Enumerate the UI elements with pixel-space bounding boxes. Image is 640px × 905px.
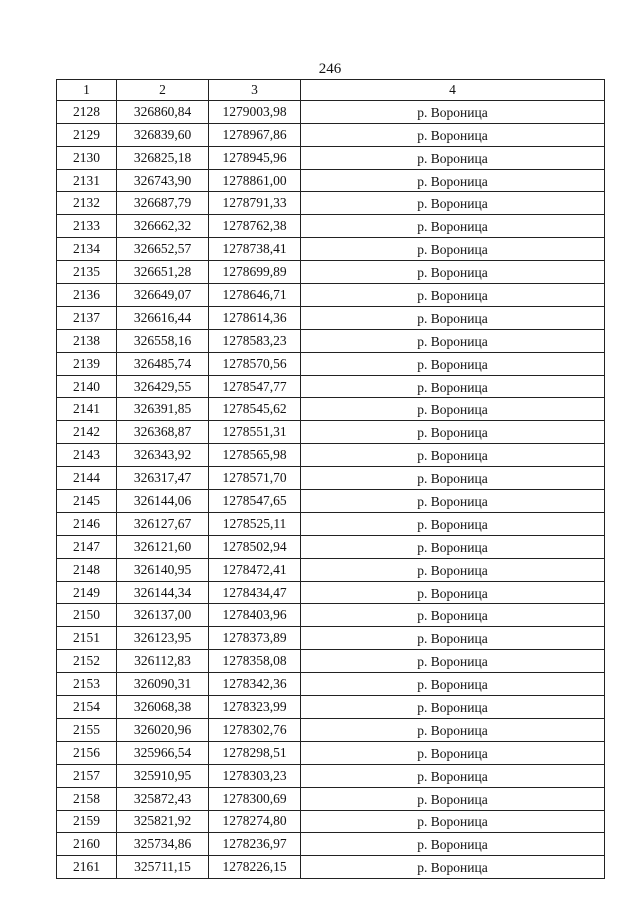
y-coordinate-cell: 1278525,11 — [209, 512, 301, 535]
location-cell: р. Вороница — [301, 215, 605, 238]
x-coordinate-cell: 326121,60 — [117, 535, 209, 558]
y-coordinate-cell: 1278570,56 — [209, 352, 301, 375]
point-number-cell: 2138 — [57, 329, 117, 352]
point-number-cell: 2147 — [57, 535, 117, 558]
x-coordinate-cell: 326144,06 — [117, 490, 209, 513]
table-row — [57, 284, 605, 307]
y-coordinate-cell: 1278358,08 — [209, 650, 301, 673]
table-row — [57, 169, 605, 192]
y-coordinate-cell: 1278342,36 — [209, 673, 301, 696]
point-number-cell: 2141 — [57, 398, 117, 421]
y-coordinate-cell: 1278373,89 — [209, 627, 301, 650]
y-coordinate-cell: 1278545,62 — [209, 398, 301, 421]
table-row — [57, 146, 605, 169]
location-cell: р. Вороница — [301, 810, 605, 833]
location-cell: р. Вороница — [301, 604, 605, 627]
header-row — [57, 80, 605, 101]
x-coordinate-cell: 325711,15 — [117, 856, 209, 879]
x-coordinate-cell: 325821,92 — [117, 810, 209, 833]
table-row — [57, 306, 605, 329]
x-coordinate-cell: 326090,31 — [117, 673, 209, 696]
x-coordinate-cell: 326123,95 — [117, 627, 209, 650]
location-cell: р. Вороница — [301, 329, 605, 352]
x-coordinate-cell: 326429,55 — [117, 375, 209, 398]
table-row — [57, 398, 605, 421]
y-coordinate-cell: 1278762,38 — [209, 215, 301, 238]
x-coordinate-cell: 326368,87 — [117, 421, 209, 444]
table-body — [57, 100, 605, 878]
point-number-cell: 2133 — [57, 215, 117, 238]
column-header-4: 4 — [301, 80, 605, 101]
y-coordinate-cell: 1278547,77 — [209, 375, 301, 398]
x-coordinate-cell: 326860,84 — [117, 100, 209, 123]
x-coordinate-cell: 326651,28 — [117, 261, 209, 284]
table-row — [57, 352, 605, 375]
location-cell: р. Вороница — [301, 467, 605, 490]
y-coordinate-cell: 1278699,89 — [209, 261, 301, 284]
point-number-cell: 2150 — [57, 604, 117, 627]
table-row — [57, 100, 605, 123]
y-coordinate-cell: 1278614,36 — [209, 306, 301, 329]
y-coordinate-cell: 1278472,41 — [209, 558, 301, 581]
table-row — [57, 192, 605, 215]
table-row — [57, 238, 605, 261]
x-coordinate-cell: 326020,96 — [117, 718, 209, 741]
point-number-cell: 2155 — [57, 718, 117, 741]
table-row — [57, 375, 605, 398]
point-number-cell: 2128 — [57, 100, 117, 123]
table-row — [57, 856, 605, 879]
point-number-cell: 2158 — [57, 787, 117, 810]
table-row — [57, 810, 605, 833]
location-cell: р. Вороница — [301, 718, 605, 741]
x-coordinate-cell: 326652,57 — [117, 238, 209, 261]
x-coordinate-cell: 326662,32 — [117, 215, 209, 238]
location-cell: р. Вороница — [301, 146, 605, 169]
point-number-cell: 2161 — [57, 856, 117, 879]
x-coordinate-cell: 326743,90 — [117, 169, 209, 192]
page-number: 246 — [318, 61, 342, 77]
y-coordinate-cell: 1278502,94 — [209, 535, 301, 558]
x-coordinate-cell: 326825,18 — [117, 146, 209, 169]
y-coordinate-cell: 1278298,51 — [209, 741, 301, 764]
x-coordinate-cell: 326137,00 — [117, 604, 209, 627]
y-coordinate-cell: 1278571,70 — [209, 467, 301, 490]
table-row — [57, 261, 605, 284]
table-row — [57, 673, 605, 696]
y-coordinate-cell: 1278323,99 — [209, 696, 301, 719]
table-row — [57, 123, 605, 146]
table-row — [57, 535, 605, 558]
location-cell: р. Вороница — [301, 696, 605, 719]
column-header-3: 3 — [209, 80, 301, 101]
y-coordinate-cell: 1278403,96 — [209, 604, 301, 627]
x-coordinate-cell: 326391,85 — [117, 398, 209, 421]
point-number-cell: 2146 — [57, 512, 117, 535]
x-coordinate-cell: 326317,47 — [117, 467, 209, 490]
coordinates-table — [56, 79, 605, 879]
y-coordinate-cell: 1278646,71 — [209, 284, 301, 307]
y-coordinate-cell: 1278274,80 — [209, 810, 301, 833]
x-coordinate-cell: 326839,60 — [117, 123, 209, 146]
x-coordinate-cell: 326068,38 — [117, 696, 209, 719]
point-number-cell: 2137 — [57, 306, 117, 329]
location-cell: р. Вороница — [301, 375, 605, 398]
table-row — [57, 650, 605, 673]
x-coordinate-cell: 325734,86 — [117, 833, 209, 856]
table-row — [57, 558, 605, 581]
table-row — [57, 512, 605, 535]
table-row — [57, 787, 605, 810]
y-coordinate-cell: 1278565,98 — [209, 444, 301, 467]
x-coordinate-cell: 326112,83 — [117, 650, 209, 673]
x-coordinate-cell: 325910,95 — [117, 764, 209, 787]
point-number-cell: 2135 — [57, 261, 117, 284]
point-number-cell: 2136 — [57, 284, 117, 307]
point-number-cell: 2157 — [57, 764, 117, 787]
location-cell: р. Вороница — [301, 261, 605, 284]
x-coordinate-cell: 325872,43 — [117, 787, 209, 810]
point-number-cell: 2145 — [57, 490, 117, 513]
y-coordinate-cell: 1278861,00 — [209, 169, 301, 192]
point-number-cell: 2142 — [57, 421, 117, 444]
location-cell: р. Вороница — [301, 764, 605, 787]
x-coordinate-cell: 326687,79 — [117, 192, 209, 215]
location-cell: р. Вороница — [301, 856, 605, 879]
point-number-cell: 2139 — [57, 352, 117, 375]
location-cell: р. Вороница — [301, 192, 605, 215]
table-row — [57, 833, 605, 856]
x-coordinate-cell: 326144,34 — [117, 581, 209, 604]
table-row — [57, 604, 605, 627]
point-number-cell: 2148 — [57, 558, 117, 581]
table-row — [57, 581, 605, 604]
point-number-cell: 2143 — [57, 444, 117, 467]
location-cell: р. Вороница — [301, 512, 605, 535]
x-coordinate-cell: 325966,54 — [117, 741, 209, 764]
location-cell: р. Вороница — [301, 284, 605, 307]
location-cell: р. Вороница — [301, 238, 605, 261]
location-cell: р. Вороница — [301, 581, 605, 604]
location-cell: р. Вороница — [301, 169, 605, 192]
location-cell: р. Вороница — [301, 673, 605, 696]
point-number-cell: 2156 — [57, 741, 117, 764]
location-cell: р. Вороница — [301, 535, 605, 558]
y-coordinate-cell: 1278583,23 — [209, 329, 301, 352]
point-number-cell: 2130 — [57, 146, 117, 169]
y-coordinate-cell: 1279003,98 — [209, 100, 301, 123]
y-coordinate-cell: 1278300,69 — [209, 787, 301, 810]
table-row — [57, 421, 605, 444]
y-coordinate-cell: 1278551,31 — [209, 421, 301, 444]
x-coordinate-cell: 326558,16 — [117, 329, 209, 352]
table-row — [57, 329, 605, 352]
location-cell: р. Вороница — [301, 421, 605, 444]
x-coordinate-cell: 326140,95 — [117, 558, 209, 581]
point-number-cell: 2151 — [57, 627, 117, 650]
y-coordinate-cell: 1278303,23 — [209, 764, 301, 787]
y-coordinate-cell: 1278791,33 — [209, 192, 301, 215]
table-row — [57, 696, 605, 719]
point-number-cell: 2129 — [57, 123, 117, 146]
location-cell: р. Вороница — [301, 398, 605, 421]
table-row — [57, 718, 605, 741]
y-coordinate-cell: 1278967,86 — [209, 123, 301, 146]
table-row — [57, 741, 605, 764]
table-row — [57, 215, 605, 238]
x-coordinate-cell: 326616,44 — [117, 306, 209, 329]
table-row — [57, 627, 605, 650]
y-coordinate-cell: 1278547,65 — [209, 490, 301, 513]
location-cell: р. Вороница — [301, 490, 605, 513]
point-number-cell: 2144 — [57, 467, 117, 490]
location-cell: р. Вороница — [301, 100, 605, 123]
point-number-cell: 2132 — [57, 192, 117, 215]
x-coordinate-cell: 326343,92 — [117, 444, 209, 467]
y-coordinate-cell: 1278945,96 — [209, 146, 301, 169]
location-cell: р. Вороница — [301, 650, 605, 673]
table-row — [57, 444, 605, 467]
y-coordinate-cell: 1278302,76 — [209, 718, 301, 741]
point-number-cell: 2131 — [57, 169, 117, 192]
x-coordinate-cell: 326127,67 — [117, 512, 209, 535]
point-number-cell: 2160 — [57, 833, 117, 856]
location-cell: р. Вороница — [301, 352, 605, 375]
location-cell: р. Вороница — [301, 306, 605, 329]
x-coordinate-cell: 326649,07 — [117, 284, 209, 307]
x-coordinate-cell: 326485,74 — [117, 352, 209, 375]
table-row — [57, 467, 605, 490]
location-cell: р. Вороница — [301, 558, 605, 581]
y-coordinate-cell: 1278226,15 — [209, 856, 301, 879]
y-coordinate-cell: 1278738,41 — [209, 238, 301, 261]
point-number-cell: 2134 — [57, 238, 117, 261]
y-coordinate-cell: 1278236,97 — [209, 833, 301, 856]
table-row — [57, 490, 605, 513]
point-number-cell: 2154 — [57, 696, 117, 719]
location-cell: р. Вороница — [301, 787, 605, 810]
point-number-cell: 2152 — [57, 650, 117, 673]
column-header-2: 2 — [117, 80, 209, 101]
location-cell: р. Вороница — [301, 627, 605, 650]
point-number-cell: 2159 — [57, 810, 117, 833]
point-number-cell: 2140 — [57, 375, 117, 398]
point-number-cell: 2149 — [57, 581, 117, 604]
point-number-cell: 2153 — [57, 673, 117, 696]
location-cell: р. Вороница — [301, 833, 605, 856]
column-header-1: 1 — [57, 80, 117, 101]
y-coordinate-cell: 1278434,47 — [209, 581, 301, 604]
location-cell: р. Вороница — [301, 741, 605, 764]
location-cell: р. Вороница — [301, 123, 605, 146]
location-cell: р. Вороница — [301, 444, 605, 467]
table-row — [57, 764, 605, 787]
